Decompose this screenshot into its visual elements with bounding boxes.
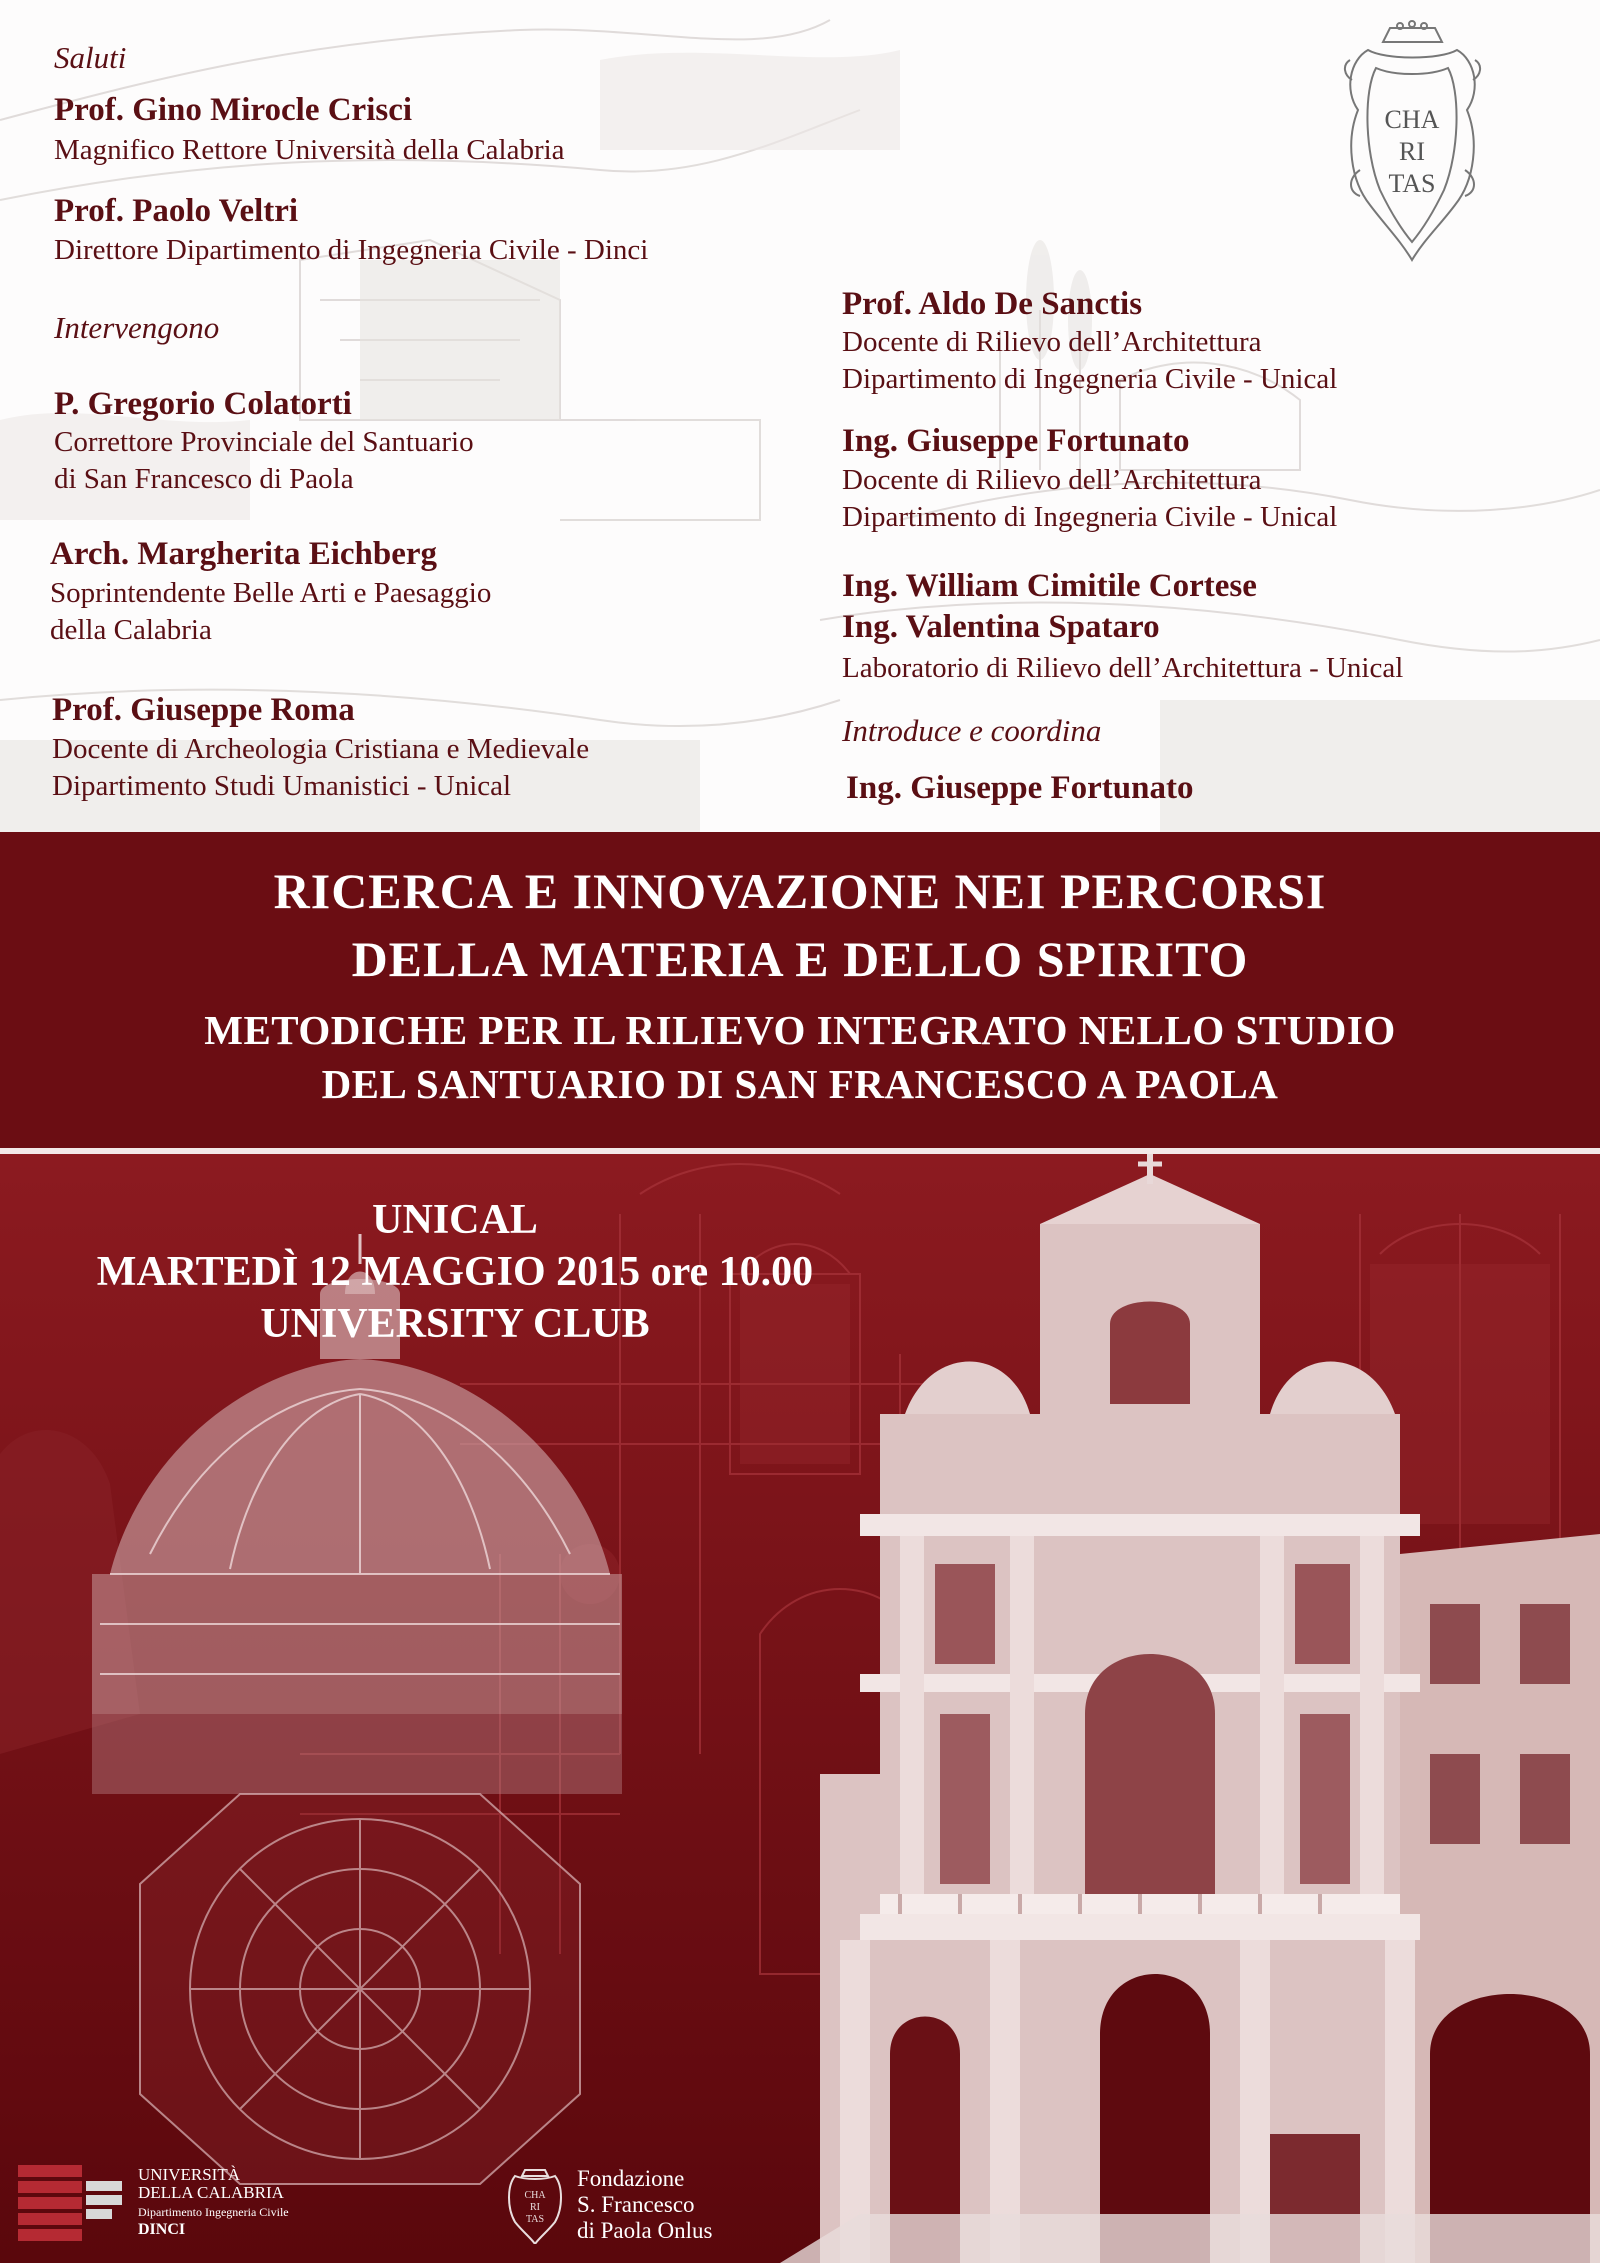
subtitle-line-2: DEL SANTUARIO DI SAN FRANCESCO A PAOLA	[321, 1061, 1279, 1107]
event-place: UNICAL	[372, 1197, 538, 1243]
speaker-desanctis-role-2: Dipartimento di Ingegneria Civile - Unical	[842, 363, 1338, 395]
fondazione-logo	[505, 2166, 805, 2246]
speaker-colatorti-role-1: Correttore Provinciale del Santuario	[54, 426, 474, 458]
speaker-spataro-name: Ing. Valentina Spataro	[842, 609, 1160, 645]
speaker-crisci-name: Prof. Gino Mirocle Crisci	[54, 92, 413, 128]
event-section	[0, 1154, 1600, 2263]
fondazione-line-2: S. Francesco	[577, 2192, 695, 2217]
unical-line-4: DINCI	[138, 2221, 186, 2238]
crest-text-1: CHA	[1384, 105, 1440, 134]
dome-plan	[140, 1794, 580, 2184]
fond-crest-text-2: RI	[530, 2202, 540, 2213]
coordina-heading: Introduce e coordina	[842, 713, 1102, 748]
unical-line-1: UNIVERSITÀ	[138, 2165, 240, 2184]
fondazione-line-1: Fondazione	[577, 2166, 685, 2191]
speaker-fortunato-name: Ing. Giuseppe Fortunato	[842, 423, 1190, 459]
event-venue: UNIVERSITY CLUB	[260, 1301, 650, 1347]
intervengono-heading: Intervengono	[54, 310, 220, 345]
speaker-desanctis-name: Prof. Aldo De Sanctis	[842, 286, 1143, 322]
speaker-fortunato-role-1: Docente di Rilievo dell’Architettura	[842, 464, 1262, 496]
unical-line-2: DELLA CALABRIA	[138, 2183, 284, 2202]
title-line-2: DELLA MATERIA E DELLO SPIRITO	[351, 931, 1249, 987]
unical-line-3: Dipartimento Ingegneria Civile	[138, 2205, 289, 2219]
speaker-roma-name: Prof. Giuseppe Roma	[52, 692, 355, 728]
title-band	[0, 832, 1600, 1152]
fond-crest-text-1: CHA	[524, 2190, 546, 2201]
speaker-fortunato-role-2: Dipartimento di Ingegneria Civile - Unical	[842, 501, 1338, 533]
speaker-crisci-role: Magnifico Rettore Università della Calabria	[54, 134, 565, 166]
speakers-section	[0, 0, 1600, 832]
speaker-eichberg-name: Arch. Margherita Eichberg	[50, 536, 438, 572]
speaker-veltri-role: Direttore Dipartimento di Ingegneria Civile - Dinci	[54, 234, 649, 266]
speaker-roma-role-1: Docente di Archeologia Cristiana e Medievale	[52, 733, 590, 765]
fondazione-crest-icon	[505, 2168, 565, 2244]
crest-text-3: TAS	[1388, 169, 1436, 198]
crest-text-2: RI	[1399, 137, 1425, 166]
speaker-desanctis-role-1: Docente di Rilievo dell’Architettura	[842, 326, 1262, 358]
speaker-colatorti-role-2: di San Francesco di Paola	[54, 463, 354, 495]
speaker-laboratorio-role: Laboratorio di Rilievo dell’Architettura - Unical	[842, 652, 1404, 684]
charitas-crest-logo	[1340, 20, 1485, 265]
speaker-veltri-name: Prof. Paolo Veltri	[54, 193, 299, 229]
event-date: MARTEDÌ 12 MAGGIO 2015 ore 10.00	[96, 1249, 814, 1295]
speaker-roma-role-2: Dipartimento Studi Umanistici - Unical	[52, 770, 512, 802]
saluti-heading: Saluti	[54, 40, 127, 75]
coordinator-name: Ing. Giuseppe Fortunato	[846, 770, 1194, 806]
unical-logo-icon	[18, 2165, 128, 2245]
speaker-colatorti-name: P. Gregorio Colatorti	[54, 386, 352, 422]
speaker-cortese-name: Ing. William Cimitile Cortese	[842, 568, 1257, 604]
unical-logo	[18, 2165, 338, 2245]
fond-crest-text-3: TAS	[525, 2214, 545, 2225]
fondazione-line-3: di Paola Onlus	[577, 2218, 713, 2243]
subtitle-line-1: METODICHE PER IL RILIEVO INTEGRATO NELLO STUDIO	[204, 1007, 1396, 1053]
speaker-eichberg-role-2: della Calabria	[50, 614, 212, 646]
speaker-eichberg-role-1: Soprintendente Belle Arti e Paesaggio	[50, 577, 492, 609]
title-line-1: RICERCA E INNOVAZIONE NEI PERCORSI	[273, 863, 1327, 919]
